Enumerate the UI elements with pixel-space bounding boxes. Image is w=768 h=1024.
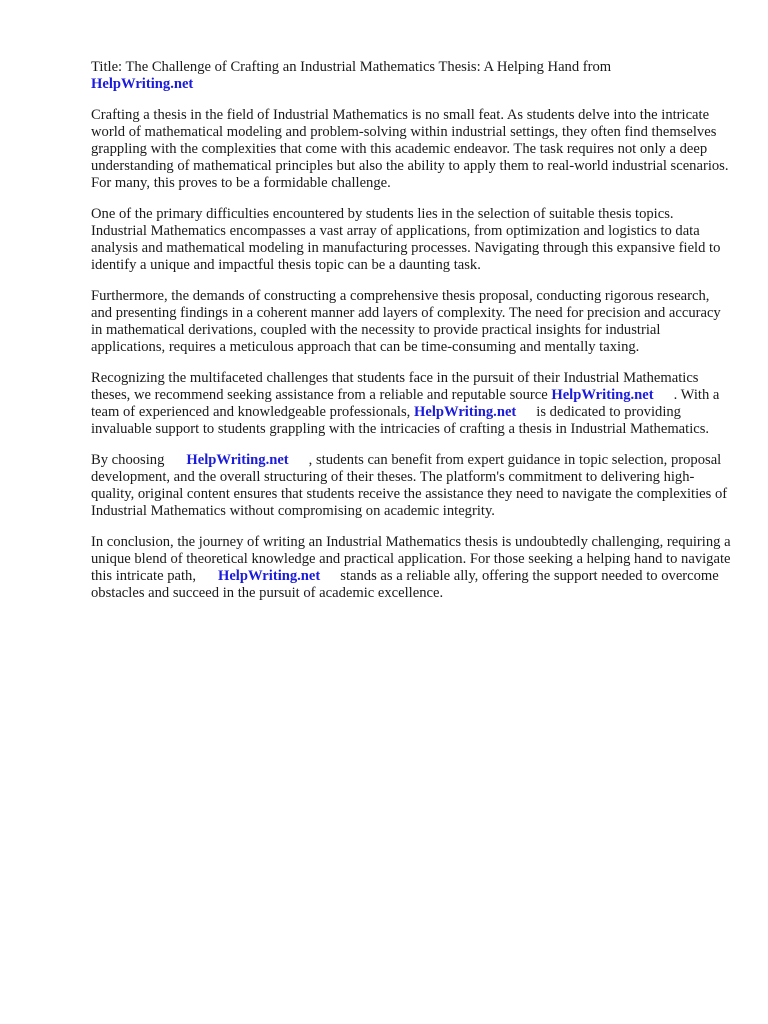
paragraph-topics: One of the primary difficulties encountered by students lies in the selection of suitable thesis topics. Industrial Mathematics encompasses a vast array of applications, from optimization and logistics to data analysis and mathematical modeling in manufacturing processes. Navigating through this expansive field to identify a unique and impactful thesis topic can be a daunting task.: [91, 206, 721, 273]
recommendation-text-end: is dedicated to providing invaluable support to students grappling with the intricacies of crafting a thesis in Industrial Mathematics.: [91, 404, 710, 437]
title-text: Title: The Challenge of Crafting an Industrial Mathematics Thesis: A Helping Hand from: [91, 59, 612, 75]
conclusion-text-end: stands as a reliable ally, offering the support needed to overcome obstacles and succeed in the pursuit of academic excellence.: [91, 568, 719, 601]
paragraph-conclusion: [91, 534, 731, 602]
title-helpwriting-link[interactable]: HelpWriting.net: [91, 76, 194, 92]
document-title: [91, 59, 731, 93]
benefits-text-start: By choosing: [91, 452, 165, 468]
paragraph-benefits: [91, 452, 731, 520]
benefits-link[interactable]: HelpWriting.net: [186, 452, 289, 468]
document-page: [91, 59, 731, 616]
paragraph-recommendation: [91, 370, 731, 438]
recommendation-link-1[interactable]: HelpWriting.net: [551, 387, 654, 403]
conclusion-link[interactable]: HelpWriting.net: [217, 568, 321, 584]
paragraph-intro: Crafting a thesis in the field of Industrial Mathematics is no small feat. As students delve into the intricate world of mathematical modeling and problem-solving within industrial settings, they often find themselves grappling with the complexities that come with this academic endeavor. The task requires not only a deep understanding of mathematical principles but also the ability to apply them to real-world industrial scenarios. For many, this proves to be a formidable challenge.: [91, 107, 729, 191]
conclusion-text-start: In conclusion, the journey of writing an Industrial Mathematics thesis is undoubtedly challenging, requiring a unique blend of theoretical knowledge and practical application. For those seeking a helping hand to navigate this intricate path,: [91, 534, 731, 584]
recommendation-text-start: Recognizing the multifaceted challenges that students face in the pursuit of their Industrial Mathematics theses, we recommend seeking assistance from a reliable and reputable source: [91, 370, 699, 403]
paragraph-demands: Furthermore, the demands of constructing a comprehensive thesis proposal, conducting rigorous research, and presenting findings in a coherent manner add layers of complexity. The need for precision and accuracy in mathematical derivations, coupled with the necessity to provide practical insights for industrial applications, requires a meticulous approach that can be time-consuming and mentally taxing.: [91, 288, 721, 355]
recommendation-text-middle: . With a team of experienced and knowledgeable professionals,: [91, 387, 720, 420]
recommendation-link-2[interactable]: HelpWriting.net: [413, 404, 517, 420]
benefits-text-end: , students can benefit from expert guidance in topic selection, proposal development, and the overall structuring of their theses. The platform's commitment to delivering high-quality, original content ensures that students receive the assistance they need to navigate the complexities of Industrial Mathematics without compromising on academic integrity.: [91, 452, 728, 519]
